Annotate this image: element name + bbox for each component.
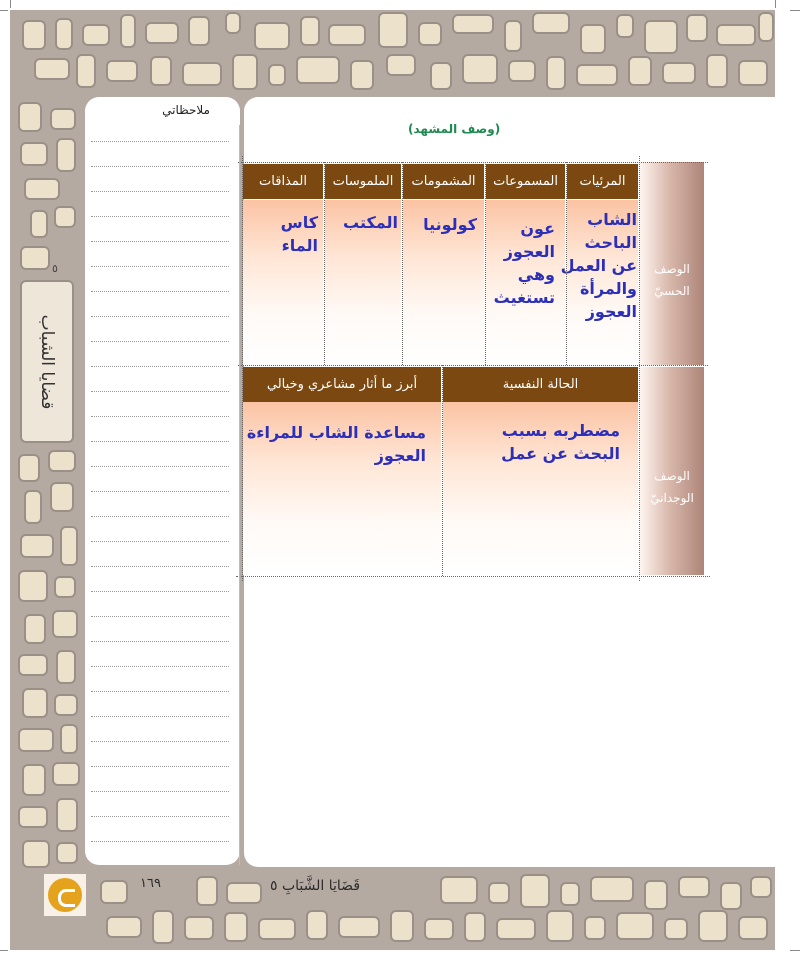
note-line: [91, 491, 229, 492]
row-label-sensory: [640, 162, 704, 365]
decorative-stone: [22, 764, 46, 796]
crop-mark: [0, 10, 8, 11]
table-line: [242, 156, 243, 581]
side-tab: [20, 280, 74, 443]
decorative-stone: [390, 910, 414, 942]
value-visuals: الشاب الباحث عن العمل والمرأة العجوز: [560, 210, 637, 321]
crop-mark: [10, 0, 11, 8]
decorative-stone: [424, 918, 454, 940]
table-line: [485, 162, 486, 365]
decorative-stone: [24, 490, 42, 524]
decorative-stone: [508, 60, 536, 82]
note-line: [91, 366, 229, 367]
decorative-stone: [100, 880, 128, 904]
decorative-stone: [738, 916, 768, 940]
decorative-stone: [452, 14, 494, 34]
decorative-stone: [616, 14, 634, 38]
decorative-stone: [350, 60, 374, 90]
row-label-sensory-text: الوصف الحسيّ: [654, 262, 690, 298]
decorative-stone: [386, 54, 416, 76]
decorative-stone: [720, 882, 742, 910]
decorative-stone: [50, 482, 74, 512]
table-line: [238, 365, 708, 366]
note-line: [91, 166, 229, 167]
table-line: [639, 156, 640, 581]
panel-divider: [239, 125, 240, 865]
decorative-stone: [504, 20, 522, 52]
note-line: [91, 616, 229, 617]
value-sounds: عون العجوز وهي تستغيث: [493, 219, 555, 307]
decorative-stone: [328, 24, 366, 46]
decorative-stone: [56, 798, 78, 832]
decorative-stone: [34, 58, 70, 80]
row-label-emotional-text: الوصف الوجدانيّ: [650, 469, 694, 505]
decorative-stone: [182, 62, 222, 86]
decorative-stone: [50, 108, 76, 130]
crop-mark: [790, 10, 800, 11]
decorative-stone: [52, 762, 80, 786]
notes-title: ملاحظاتي: [162, 103, 210, 117]
row-label-emotional: [640, 367, 704, 575]
decorative-stone: [418, 22, 442, 46]
note-line: [91, 841, 229, 842]
note-line: [91, 691, 229, 692]
table-line: [238, 162, 708, 163]
note-line: [91, 441, 229, 442]
note-line: [91, 766, 229, 767]
decorative-stone: [52, 610, 78, 638]
decorative-stone: [520, 874, 550, 908]
decorative-stone: [18, 102, 42, 132]
decorative-stone: [546, 56, 566, 90]
notes-panel: [85, 97, 240, 865]
publisher-logo: [44, 874, 86, 916]
decorative-stone: [120, 14, 136, 48]
note-line: [91, 816, 229, 817]
decorative-stone: [698, 910, 728, 942]
decorative-stone: [584, 916, 606, 940]
note-line: [91, 241, 229, 242]
decorative-stone: [644, 20, 678, 54]
value-tastes: كاس الماء: [280, 213, 318, 255]
decorative-stone: [590, 876, 634, 902]
table-line: [402, 162, 403, 365]
decorative-stone: [430, 62, 452, 90]
note-line: [91, 716, 229, 717]
decorative-stone: [106, 60, 138, 82]
decorative-stone: [76, 54, 96, 88]
note-line: [91, 316, 229, 317]
decorative-stone: [706, 54, 728, 88]
decorative-stone: [18, 570, 48, 602]
decorative-stone: [82, 24, 110, 46]
note-line: [91, 191, 229, 192]
note-line: [91, 266, 229, 267]
logo-icon: [48, 878, 82, 912]
crop-mark: [775, 0, 776, 8]
decorative-stone: [22, 688, 48, 718]
note-line: [91, 741, 229, 742]
decorative-stone: [48, 450, 76, 472]
table-line: [442, 365, 443, 576]
decorative-stone: [188, 16, 210, 46]
decorative-stone: [254, 22, 290, 50]
decorative-stone: [580, 24, 606, 54]
decorative-stone: [55, 18, 73, 50]
decorative-stone: [20, 534, 54, 558]
side-tab-number: ٥: [52, 262, 58, 275]
decorative-stone: [616, 912, 654, 940]
note-line: [91, 341, 229, 342]
decorative-stone: [258, 918, 296, 940]
note-line: [91, 641, 229, 642]
decorative-stone: [56, 650, 76, 684]
decorative-stone: [560, 882, 580, 906]
decorative-stone: [30, 210, 48, 238]
decorative-stone: [546, 910, 574, 942]
decorative-stone: [225, 12, 241, 34]
decorative-stone: [664, 918, 688, 940]
decorative-stone: [56, 138, 76, 172]
decorative-stone: [464, 912, 486, 942]
decorative-stone: [440, 876, 478, 904]
crop-mark: [790, 950, 800, 951]
decorative-stone: [226, 882, 262, 904]
value-touch: المكتب: [343, 213, 398, 232]
value-smells: كولونيا: [423, 215, 477, 234]
decorative-stone: [145, 22, 179, 44]
decorative-stone: [300, 16, 320, 46]
decorative-stone: [224, 912, 248, 942]
note-line: [91, 141, 229, 142]
decorative-stone: [60, 724, 78, 754]
decorative-stone: [306, 910, 328, 940]
decorative-stone: [576, 64, 618, 86]
decorative-stone: [60, 526, 78, 566]
decorative-stone: [644, 880, 668, 910]
decorative-stone: [196, 876, 218, 906]
decorative-stone: [496, 918, 536, 940]
header-state: الحالة النفسية: [443, 367, 638, 402]
decorative-stone: [532, 12, 570, 34]
decorative-stone: [678, 876, 710, 898]
header-touch: الملموسات: [325, 164, 401, 199]
decorative-stone: [462, 54, 498, 84]
decorative-stone: [686, 14, 708, 42]
header-feelings: أبرز ما أثار مشاعري وخيالي: [243, 367, 441, 402]
decorative-stone: [54, 694, 78, 716]
decorative-stone: [18, 454, 40, 482]
decorative-stone: [750, 876, 772, 898]
decorative-stone: [20, 142, 48, 166]
value-state: مضطربه بسبب البحث عن عمل: [501, 421, 620, 463]
decorative-stone: [184, 916, 214, 940]
note-line: [91, 791, 229, 792]
decorative-stone: [20, 246, 50, 270]
note-line: [91, 216, 229, 217]
decorative-stone: [18, 806, 48, 828]
note-line: [91, 566, 229, 567]
note-line: [91, 416, 229, 417]
decorative-stone: [268, 64, 286, 86]
table-line: [566, 162, 567, 365]
decorative-stone: [378, 12, 408, 48]
decorative-stone: [338, 916, 380, 938]
decorative-stone: [152, 910, 174, 944]
side-tab-label: قضايا الشباب: [37, 314, 57, 409]
header-smells: المشمومات: [403, 164, 484, 199]
decorative-stone: [716, 24, 756, 46]
note-line: [91, 541, 229, 542]
decorative-stone: [488, 882, 510, 904]
page-number: ١٦٩: [140, 876, 161, 891]
decorative-stone: [662, 62, 696, 84]
note-line: [91, 391, 229, 392]
decorative-stone: [758, 12, 774, 42]
decorative-stone: [150, 56, 172, 86]
note-line: [91, 291, 229, 292]
header-visuals: المرئيات: [567, 164, 638, 199]
decorative-stone: [18, 654, 48, 676]
header-sounds: المسموعات: [486, 164, 565, 199]
header-tastes: المذاقات: [243, 164, 323, 199]
decorative-stone: [54, 206, 76, 228]
decorative-stone: [24, 178, 60, 200]
note-line: [91, 666, 229, 667]
note-line: [91, 516, 229, 517]
decorative-stone: [738, 60, 768, 86]
footer-title: قَضَايَا الشَّبَابِ ٥: [270, 878, 361, 894]
decorative-stone: [296, 56, 340, 84]
decorative-stone: [22, 840, 50, 868]
crop-mark: [0, 950, 8, 951]
value-feelings: مساعدة الشاب للمراءة العجوز: [246, 423, 426, 465]
decorative-stone: [628, 56, 652, 86]
note-line: [91, 591, 229, 592]
scene-title: (وصف المشهد): [408, 122, 501, 136]
decorative-stone: [232, 54, 258, 90]
decorative-stone: [54, 576, 76, 598]
note-line: [91, 466, 229, 467]
decorative-stone: [18, 728, 54, 752]
decorative-stone: [22, 20, 46, 50]
decorative-stone: [24, 614, 46, 644]
table-line: [324, 162, 325, 365]
decorative-stone: [106, 916, 142, 938]
decorative-stone: [56, 842, 78, 864]
